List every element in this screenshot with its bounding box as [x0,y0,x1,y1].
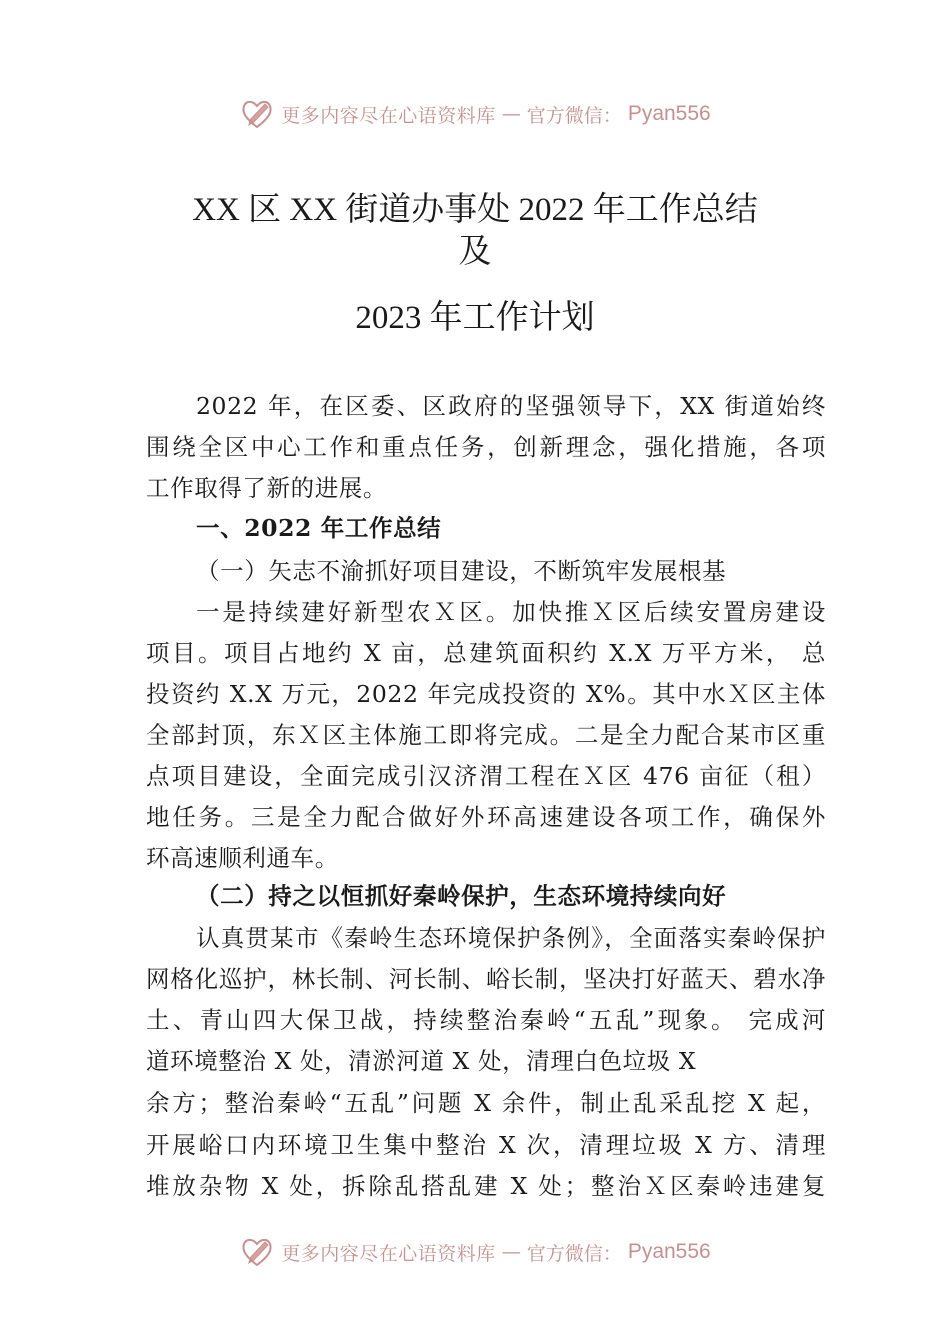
document-title-line2: 及 [458,234,492,270]
watermark-separator: — [501,103,521,125]
paragraph-line: 认真贯某市《秦岭生态环境保护条例》，全面落实秦岭保护 [196,924,826,952]
paragraph-line: 土、青山四大保卫战，持续整治秦岭“五乱”现象。 完成河 [146,1006,826,1034]
paragraph-line: 地任务。三是全力配合做好外环高速建设各项工作，确保外 [146,803,826,831]
watermark-separator: — [501,1241,521,1263]
paragraph-line: 一是持续建好新型农Ｘ区。加快推Ｘ区后续安置房建设 [196,598,826,626]
paragraph-line: 全部封顶，东Ｘ区主体施工即将完成。二是全力配合某市区重 [146,721,826,749]
watermark-label: 官方微信： [526,1242,622,1265]
watermark-text: 更多内容尽在心语资料库 [281,104,496,127]
heart-pen-logo-icon [239,96,275,132]
section-heading: 一、2022 年工作总结 [196,514,442,542]
heart-pen-logo-icon [239,1234,275,1270]
intro-line: 围绕全区中心工作和重点任务，创新理念，强化措施，各项 [146,433,826,461]
watermark-text: 更多内容尽在心语资料库 [281,1242,496,1265]
watermark-header [0,94,950,134]
document-title-line3: 2023 年工作计划 [355,300,595,336]
watermark-wechat-id: Pyan556 [627,1240,711,1263]
paragraph-line: 环高速顺利通车。 [146,844,339,872]
paragraph-line: 余方；整治秦岭“五乱”问题 X 余件，制止乱采乱挖 X 起， [146,1089,826,1117]
paragraph-line: 道环境整治 X 处，清淤河道 X 处，清理白色垃圾 X [146,1047,697,1075]
paragraph-line: 项目。项目占地约 X 亩，总建筑面积约 X.X 万平方米， 总 [146,639,826,667]
subsection-heading: （二）持之以恒抓好秦岭保护，生态环境持续向好 [196,882,727,910]
watermark-footer [0,1232,950,1272]
paragraph-line: 点项目建设，全面完成引汉济渭工程在Ｘ区 476 亩征（租） [146,762,826,790]
watermark-wechat-id: Pyan556 [627,102,711,125]
intro-line: 工作取得了新的进展。 [146,474,387,502]
paragraph-line: 堆放杂物 X 处，拆除乱搭乱建 X 处；整治Ｘ区秦岭违建复 [146,1172,826,1200]
watermark-label: 官方微信： [526,104,622,127]
document-title-line1: XX 区 XX 街道办事处 2022 年工作总结 [192,192,758,228]
paragraph-line: 网格化巡护，林长制、河长制、峪长制，坚决打好蓝天、碧水净 [146,965,826,993]
paragraph-line: 投资约 X.X 万元，2022 年完成投资的 X%。其中水Ｘ区主体 [146,680,826,708]
intro-line: 2022 年，在区委、区政府的坚强领导下，XX 街道始终 [196,392,826,420]
subsection-heading: （一）矢志不渝抓好项目建设，不断筑牢发展根基 [196,557,727,585]
paragraph-line: 开展峪口内环境卫生集中整治 X 次，清理垃圾 X 方、清理 [146,1131,826,1159]
